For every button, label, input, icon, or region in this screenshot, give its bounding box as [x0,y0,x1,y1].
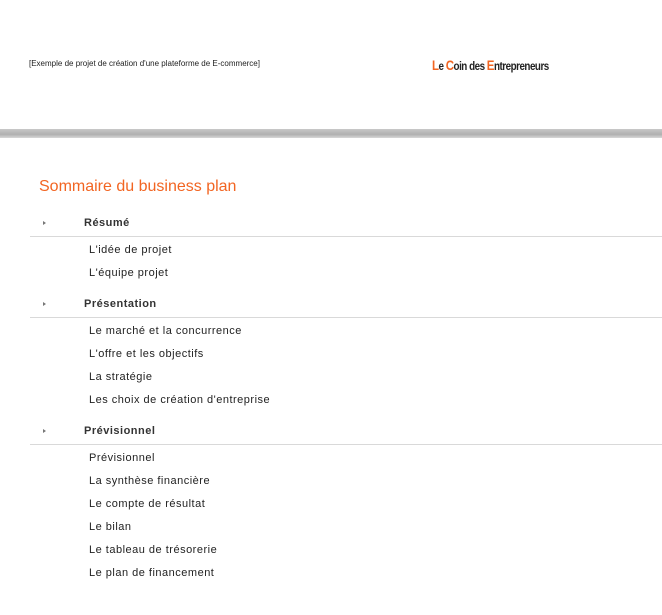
brand-logo [432,57,549,73]
chevron-right-icon[interactable] [43,221,46,225]
toc-section-header[interactable] [30,422,662,445]
toc-section-header[interactable] [30,295,662,318]
toc-section-previsionnel [0,422,662,585]
toc-section-label: Résumé [84,217,130,229]
toc-item[interactable]: Les choix de création d'entreprise [89,394,271,406]
toc-item[interactable]: Le bilan [89,521,132,533]
toc-item[interactable]: Le plan de financement [89,567,215,579]
toc-item[interactable]: L'offre et les objectifs [89,348,204,360]
header-divider [0,129,662,138]
toc-section-label: Prévisionnel [84,425,156,437]
toc-item[interactable]: La synthèse financière [89,475,211,487]
page-header [0,0,662,130]
logo-text: ntrepreneurs [493,59,549,73]
toc-section-header[interactable] [30,214,662,237]
logo-letter: E [486,57,494,73]
toc-item[interactable]: L'équipe projet [89,267,169,279]
page-title: Sommaire du business plan [39,178,237,195]
toc-item[interactable]: Le tableau de trésorerie [89,544,218,556]
chevron-right-icon[interactable] [43,302,46,306]
toc-item[interactable]: La stratégie [89,371,153,383]
toc-section-resume [0,214,662,285]
logo-text: oin des [453,59,487,73]
toc-item[interactable]: Prévisionnel [89,452,155,464]
toc-item[interactable]: L'idée de projet [89,244,172,256]
toc-section-presentation [0,295,662,412]
logo-text: e [438,59,446,73]
table-of-contents [0,214,662,585]
toc-section-label: Présentation [84,298,157,310]
header-caption: [Exemple de projet de création d'une plateforme de E-commerce] [29,59,260,68]
logo-letter: L [432,57,439,73]
toc-item[interactable]: Le compte de résultat [89,498,206,510]
toc-item[interactable]: Le marché et la concurrence [89,325,242,337]
chevron-right-icon[interactable] [43,429,46,433]
logo-letter: C [445,57,454,73]
